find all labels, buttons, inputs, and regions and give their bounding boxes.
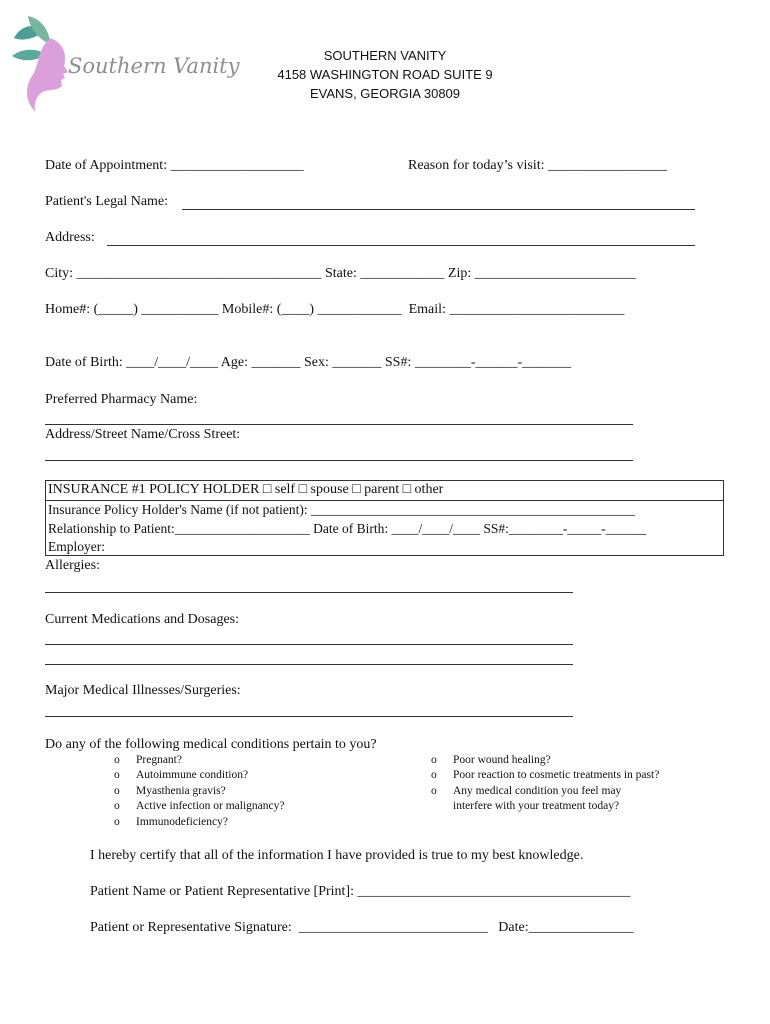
bullet: o [431,754,437,766]
condition-other-line-1[interactable]: Any medical condition you feel may [453,785,622,797]
condition-infection[interactable]: Active infection or malignancy? [136,800,285,812]
bullet: o [431,769,437,781]
bullet: o [114,816,120,828]
legal-name-label: Patient's Legal Name: [45,194,169,209]
condition-pregnant[interactable]: Pregnant? [136,754,182,766]
bullet: o [431,785,437,797]
address-label: Address: [45,230,95,245]
medications-line-2[interactable] [45,664,573,665]
pharmacy-line[interactable] [45,424,633,425]
pharmacy-address-label: Address/Street Name/Cross Street: [45,427,241,442]
insurance-divider [45,500,724,501]
header-business-name: SOUTHERN VANITY [323,48,447,63]
condition-immunodeficiency[interactable]: Immunodeficiency? [136,816,228,828]
illnesses-line[interactable] [45,716,573,717]
conditions-question: Do any of the following medical conditions pertain to you? [45,737,377,752]
insurance-holder-type[interactable]: INSURANCE #1 POLICY HOLDER □ self □ spouse □ parent □ other [48,482,444,497]
print-name-field[interactable]: Patient Name or Patient Representative [Print]: _______________________________________ [90,884,631,899]
pharmacy-label: Preferred Pharmacy Name: [45,392,198,407]
bullet: o [114,785,120,797]
condition-myasthenia[interactable]: Myasthenia gravis? [136,785,226,797]
condition-cosmetic-reaction[interactable]: Poor reaction to cosmetic treatments in past? [453,769,660,781]
signature-date-field[interactable]: Patient or Representative Signature: ___________________________ Date:_______________ [90,920,634,935]
header-city: EVANS, GEORGIA 30809 [309,86,461,101]
bullet: o [114,800,120,812]
logo-mark-icon [6,8,76,114]
address-line[interactable] [107,245,695,246]
medications-line-1[interactable] [45,644,573,645]
bullet: o [114,754,120,766]
condition-wound-healing[interactable]: Poor wound healing? [453,754,551,766]
condition-autoimmune[interactable]: Autoimmune condition? [136,769,249,781]
condition-other-line-2: interfere with your treatment today? [453,800,620,812]
medications-label: Current Medications and Dosages: [45,612,240,627]
header-street: 4158 WASHINGTON ROAD SUITE 9 [277,67,493,82]
certification-statement: I hereby certify that all of the information I have provided is true to my best knowledge. [90,848,584,863]
logo [6,8,240,114]
visit-reason-field[interactable]: Reason for today’s visit: _________________ [408,158,667,173]
insurance-holder-name-field[interactable]: Insurance Policy Holder's Name (if not patient): ________________________________________________ [48,502,635,517]
logo-wordmark: Southern Vanity [68,54,240,78]
legal-name-line[interactable] [182,209,695,210]
illnesses-label: Major Medical Illnesses/Surgeries: [45,683,241,698]
phone-email-field[interactable]: Home#: (_____) ___________ Mobile#: (____) ____________ Email: _________________________ [45,302,625,317]
pharmacy-address-line[interactable] [45,460,633,461]
city-state-zip-field[interactable]: City: ___________________________________ State: ____________ Zip: _______________________ [45,266,636,281]
birth-age-sex-ss-field[interactable]: Date of Birth: ____/____/____ Age: _______ Sex: _______ SS#: ________-______-_______ [45,355,572,370]
insurance-employer-label: Employer: [48,539,105,554]
allergies-label: Allergies: [45,558,100,573]
bullet: o [114,769,120,781]
appointment-date-field[interactable]: Date of Appointment: ___________________ [45,158,304,173]
insurance-relationship-field[interactable]: Relationship to Patient:____________________ Date of Birth: ____/____/____ SS#:________-_____-______ [48,521,647,536]
allergies-line[interactable] [45,592,573,593]
